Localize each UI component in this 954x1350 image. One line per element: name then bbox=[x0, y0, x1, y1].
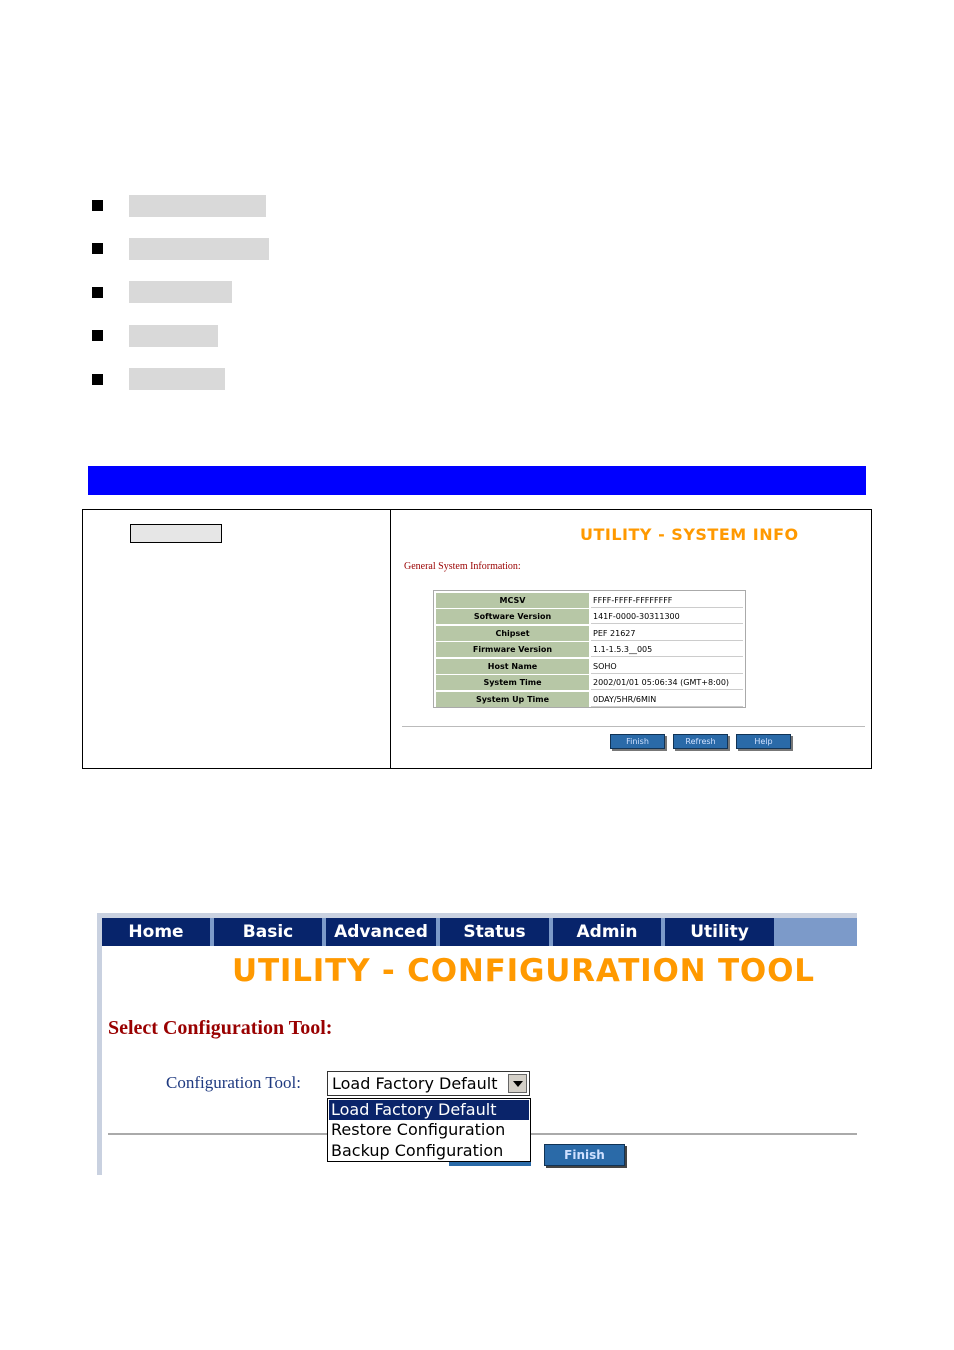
redacted-item-2 bbox=[129, 238, 269, 260]
row-label: Host Name bbox=[436, 659, 589, 674]
config-finish-button[interactable]: Finish bbox=[544, 1144, 625, 1166]
table-row bbox=[436, 609, 743, 624]
row-value: 1.1-1.5.3__005 bbox=[591, 642, 743, 657]
row-value: SOHO bbox=[591, 659, 743, 674]
bullet-3 bbox=[92, 287, 103, 298]
section-header-band bbox=[88, 466, 866, 495]
row-label: Chipset bbox=[436, 626, 589, 641]
system-info-title: UTILITY - SYSTEM INFO bbox=[580, 525, 799, 544]
frame-divider bbox=[390, 509, 391, 769]
row-label: MCSV bbox=[436, 593, 589, 608]
redacted-label-box bbox=[130, 524, 222, 543]
system-info-table bbox=[433, 590, 746, 708]
tab-basic[interactable]: Basic bbox=[214, 918, 322, 946]
help-button[interactable]: Help bbox=[736, 734, 791, 749]
bullet-5 bbox=[92, 374, 103, 385]
table-row bbox=[436, 593, 743, 608]
bullet-1 bbox=[92, 200, 103, 211]
table-row bbox=[436, 626, 743, 641]
refresh-button[interactable]: Refresh bbox=[673, 734, 728, 749]
tab-advanced[interactable]: Advanced bbox=[326, 918, 436, 946]
tab-home[interactable]: Home bbox=[102, 918, 210, 946]
row-label: System Time bbox=[436, 675, 589, 690]
row-label: Software Version bbox=[436, 609, 589, 624]
option-load-factory-default[interactable]: Load Factory Default bbox=[329, 1100, 529, 1120]
table-row bbox=[436, 642, 743, 657]
row-value: 0DAY/5HR/6MIN bbox=[591, 692, 743, 707]
row-value: 141F-0000-30311300 bbox=[591, 609, 743, 624]
redacted-item-5 bbox=[129, 368, 225, 390]
option-restore-configuration[interactable]: Restore Configuration bbox=[331, 1120, 506, 1139]
redacted-item-4 bbox=[129, 325, 218, 347]
config-tool-select[interactable] bbox=[327, 1071, 530, 1096]
table-row bbox=[436, 675, 743, 690]
row-label: Firmware Version bbox=[436, 642, 589, 657]
system-info-subtitle: General System Information: bbox=[404, 561, 521, 572]
table-row bbox=[436, 659, 743, 674]
table-row bbox=[436, 692, 743, 707]
row-label: System Up Time bbox=[436, 692, 589, 707]
row-value: 2002/01/01 05:06:34 (GMT+8:00) bbox=[591, 675, 743, 690]
select-value: Load Factory Default bbox=[332, 1074, 498, 1093]
tab-status[interactable]: Status bbox=[440, 918, 549, 946]
redacted-item-3 bbox=[129, 281, 232, 303]
row-value: PEF 21627 bbox=[591, 626, 743, 641]
row-value: FFFF-FFFF-FFFFFFFF bbox=[591, 593, 743, 608]
option-backup-configuration[interactable]: Backup Configuration bbox=[331, 1141, 504, 1160]
chevron-down-icon[interactable] bbox=[508, 1074, 527, 1093]
tab-utility[interactable]: Utility bbox=[665, 918, 774, 946]
finish-button[interactable]: Finish bbox=[610, 734, 665, 749]
tab-admin[interactable]: Admin bbox=[553, 918, 661, 946]
screenshot-left-border bbox=[97, 913, 102, 1175]
system-info-divider bbox=[402, 726, 865, 727]
config-tool-field-label: Configuration Tool: bbox=[166, 1073, 301, 1092]
config-tool-title: UTILITY - CONFIGURATION TOOL bbox=[232, 953, 815, 989]
bullet-4 bbox=[92, 330, 103, 341]
config-tool-subtitle: Select Configuration Tool: bbox=[108, 1017, 333, 1039]
config-tool-options bbox=[327, 1098, 531, 1162]
bullet-2 bbox=[92, 243, 103, 254]
redacted-item-1 bbox=[129, 195, 266, 217]
